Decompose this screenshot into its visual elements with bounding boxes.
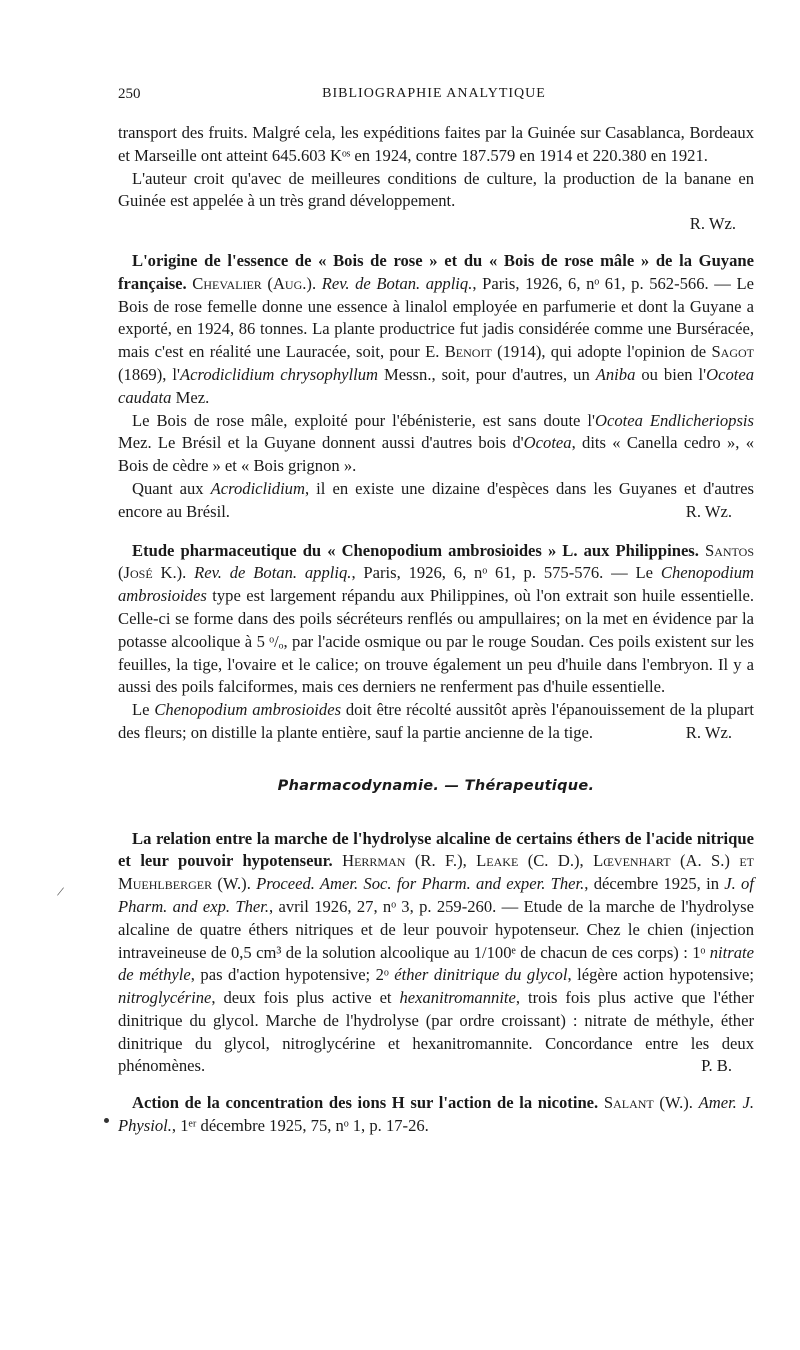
journal-name: Rev. de Botan. appliq.	[194, 563, 352, 583]
signature: R. Wz.	[685, 501, 732, 521]
article-authors: Herrman (R. F.), Leake (C. D.), Lœvenhart (A. S.) et Muehlberger (W.).	[118, 851, 755, 894]
article-paragraph: Quant aux Acrodiclidium, il en existe une dizaine d'espèces dans les Guyanes et d'autres encore au Brésil.	[118, 478, 754, 521]
margin-dot	[104, 1118, 109, 1123]
article-author: Santos (José K.).	[118, 540, 754, 583]
article-paragraph: Le Chenopodium ambrosioides doit être récolté aussitôt après l'épanouissement de la plupart des fleurs; on distille la plante entière, sauf la partie ancienne de la tige.	[118, 700, 754, 742]
article-author: Chevalier (Aug.).	[192, 273, 317, 293]
article-origine-bois-de-rose: L'origine de l'essence de « Bois de rose » et du « Bois de rose mâle » de la Guyane française. Chevalier (Aug.). Rev. de Botan. appliq., Paris, 1926, 6, nᵒ 61, p. 562-566. — Le Bois de rose femelle donne une essence à linalol employée en parfumerie et dont la Guyane a exporté, en 1924, 86 tonnes. La plante productrice fut jadis considérée comme une Burséracée, mais c'est en réalité une Lauracée, soit, pour E. Benoit (1914), qui adopte l'opinion de Sagot (1869), l'Acrodiclidium chrysophyllum Messn., soit, pour d'autres, un Aniba ou bien l'Ocotea caudata Mez.	[118, 250, 755, 407]
journal-name: Proceed. Amer. Soc. for Pharm. and exper. Ther.	[256, 874, 585, 894]
article-chenopodium: Etude pharmaceutique du « Chenopodium ambrosioides » L. aux Philippines. Santos (José K.). Rev. de Botan. appliq., Paris, 1926, 6, nᵒ 61, p. 575-576. — Le Chenopodium ambrosioides type est largement répandu aux Philippines, où l'on extrait son huile essentielle. Celle-ci se forme dans des poils sécréteurs renflés ou ampullaires; on la met en évidence par la potasse alcoolique à 5 ᵒ/ₒ, par l'acide osmique ou par le rouge Soudan. Ces poils existent sur les feuilles, la tige, l'ovaire et le calice; on trouve également un peu d'huile dans l'embryon. Il y a aussi des poils falciformes, mais ces derniers ne renferment pas d'huile essentielle.	[118, 540, 754, 697]
page-body	[118, 122, 754, 1138]
journal-name: Amer. J. Physiol.	[118, 1093, 755, 1136]
article-nicotine: Action de la concentration des ions H sur l'action de la nicotine. Salant (W.). Amer. J. Physiol., 1ᵉʳ décembre 1925, 75, nᵒ 1, p. 17-26.	[118, 1093, 755, 1136]
signature: R. Wz.	[685, 722, 732, 742]
article-hydrolyse: La relation entre la marche de l'hydrolyse alcaline de certains éthers de l'acide nitrique et leur pouvoir hypotenseur. Herrman (R. F.), Leake (C. D.), Lœvenhart (A. S.) et Muehlberger (W.). Proceed. Amer. Soc. for Pharm. and exper. Ther., décembre 1925, in J. of Pharm. and exp. Ther., avril 1926, 27, nᵒ 3, p. 259-260. — Etude de la marche de l'hydrolyse alcaline de quatre éthers nitriques et de leur pouvoir hypotenseur. Chez le chien (injection intraveineuse de 0,5 cm³ de la solution alcoolique au 1/100ᵉ de chacun de ces corps) : 1ᵒ nitrate de méthyle, pas d'action hypotensive; 2ᵒ éther dinitrique du glycol, légère action hypotensive; nitroglycérine, deux fois plus active et hexanitromannite, trois fois plus active que l'éther dinitrique du glycol. Marche de l'hydrolyse (par ordre croissant) : nitrate de méthyle, éther dinitrique du glycol, nitroglycérine et hexanitromannite. Concordance entre les deux phénomènes.	[118, 828, 755, 1076]
article-author: Salant (W.).	[603, 1093, 693, 1113]
intro-paragraph-2: L'auteur croit qu'avec de meilleures conditions de culture, la production de la banane en Guinée est appelée à un très grand développement.	[118, 168, 754, 211]
intro-paragraph: transport des fruits. Malgré cela, les expéditions faites par la Guinée sur Casablanca, Bordeaux et Marseille ont atteint 645.603 Kᵒˢ en 1924, contre 187.579 en 1914 et 220.380 en 1921.	[118, 123, 754, 165]
article-title: L'origine de l'essence de « Bois de rose » et du « Bois de rose mâle » de la Guyane française.	[118, 250, 754, 293]
running-head: BIBLIOGRAPHIE ANALYTIQUE	[322, 86, 546, 101]
journal-name: J. of Pharm. and exp. Ther.	[118, 874, 754, 916]
article-paragraph: Le Bois de rose mâle, exploité pour l'ébénisterie, est sans doute l'Ocotea Endlicheriopsis Mez. Le Brésil et la Guyane donnent aussi d'autres bois d'Ocotea, dits « Canella cedro », « Bois de cèdre » et « Bois grignon ».	[118, 410, 754, 476]
page-header	[118, 86, 750, 110]
page-number: 250	[118, 86, 141, 102]
signature: P. B.	[701, 1056, 732, 1076]
section-heading: Pharmacodynamie. — Thérapeutique.	[277, 777, 595, 794]
article-title: Etude pharmaceutique du « Chenopodium ambrosioides » L. aux Philippines.	[132, 540, 699, 560]
article-title: La relation entre la marche de l'hydrolyse alcaline de certains éthers de l'acide nitrique et leur pouvoir hypotenseur.	[118, 828, 754, 871]
article-title: Action de la concentration des ions H sur l'action de la nicotine.	[132, 1093, 599, 1113]
journal-name: Rev. de Botan. appliq.	[321, 273, 473, 293]
signature: R. Wz.	[689, 214, 736, 234]
margin-mark: /	[55, 884, 65, 901]
